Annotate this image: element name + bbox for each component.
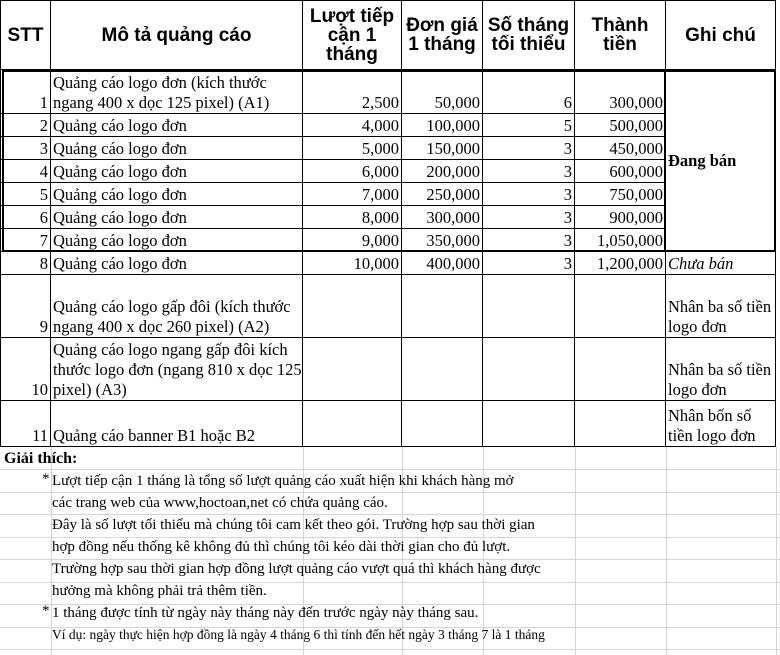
cell-text: 6,000: [361, 162, 399, 181]
row-reach: [303, 401, 402, 447]
cell-text: 3: [563, 185, 572, 204]
row-total: [575, 114, 666, 137]
row-description: [51, 275, 303, 338]
cell-text: Quảng cáo logo đơn (kích thước ngang 400 x dọc 125 pixel) (A1): [53, 73, 270, 112]
row-months: [483, 137, 575, 160]
cell-text: 6: [39, 208, 48, 227]
cell-text: 1,050,000: [597, 231, 663, 250]
row-months: [483, 275, 575, 338]
row-total: [575, 229, 666, 252]
cell-text: 4: [39, 162, 48, 181]
row-reach: [303, 206, 402, 229]
row-stt: [0, 183, 51, 206]
cell-text: Quảng cáo logo đơn: [53, 231, 187, 250]
cell-text: 8: [39, 254, 48, 273]
row-months: [483, 206, 575, 229]
cell-text: 9,000: [361, 231, 399, 250]
row-reach: [303, 229, 402, 252]
row-price: [402, 252, 483, 275]
row-reach: [303, 137, 402, 160]
row-stt: [0, 252, 51, 275]
header-desc: Mô tả quảng cáo: [51, 0, 303, 70]
row-price: [402, 114, 483, 137]
header-reach: Lượt tiếp cận 1 tháng: [303, 0, 402, 70]
cell-text: Quảng cáo logo gấp đôi (kích thước ngang 400 x dọc 260 pixel) (A2): [53, 297, 291, 336]
cell-text: 300,000: [609, 93, 663, 112]
row-description: [51, 229, 303, 252]
row-description: [51, 338, 303, 401]
row-months: [483, 160, 575, 183]
group-note-text: Đang bán: [668, 150, 737, 170]
cell-text: 3: [563, 231, 572, 250]
cell-text: 8,000: [361, 208, 399, 227]
row-note: [666, 401, 776, 447]
cell-text: 7,000: [361, 185, 399, 204]
sheet-gridline: [666, 447, 667, 655]
cell-text: 750,000: [609, 185, 663, 204]
cell-text: Quảng cáo banner B1 hoặc B2: [53, 426, 256, 445]
row-price: [402, 338, 483, 401]
row-months: [483, 401, 575, 447]
row-total: [575, 160, 666, 183]
cell-text: 350,000: [426, 231, 480, 250]
row-description: [51, 160, 303, 183]
row-price: [402, 275, 483, 338]
cell-text: Quảng cáo logo đơn: [53, 185, 187, 204]
row-note: [666, 275, 776, 338]
cell-text: Quảng cáo logo ngang gấp đôi kích thước logo đơn (ngang 810 x dọc 125 pixel) (A3): [53, 340, 302, 399]
group-note-cell: [666, 70, 776, 252]
row-total: [575, 137, 666, 160]
row-price: [402, 137, 483, 160]
row-months: [483, 229, 575, 252]
row-price: [402, 160, 483, 183]
cell-text: Nhân ba số tiền logo đơn: [668, 360, 772, 399]
row-total: [575, 252, 666, 275]
row-price: [402, 401, 483, 447]
explain-line: các trang web của www,hoctoan,net có chứa quảng cáo.: [52, 495, 388, 511]
cell-text: Quảng cáo logo đơn: [53, 208, 187, 227]
sheet-gridline: [776, 447, 777, 655]
row-stt: [0, 70, 51, 114]
cell-text: 4,000: [361, 116, 399, 135]
cell-text: 600,000: [609, 162, 663, 181]
cell-text: 1,200,000: [597, 254, 663, 273]
row-stt: [0, 137, 51, 160]
row-months: [483, 338, 575, 401]
bullet-star: *: [42, 603, 50, 619]
cell-text: 400,000: [426, 254, 480, 273]
cell-text: Quảng cáo logo đơn: [53, 254, 187, 273]
cell-text: 3: [563, 208, 572, 227]
cell-text: 10: [31, 380, 48, 399]
row-total: [575, 183, 666, 206]
sheet-gridline: [575, 447, 576, 655]
row-note: [666, 338, 776, 401]
row-price: [402, 70, 483, 114]
row-total: [575, 275, 666, 338]
row-stt: [0, 114, 51, 137]
row-total: [575, 70, 666, 114]
cell-text: 3: [39, 139, 48, 158]
cell-text: 50,000: [434, 93, 480, 112]
cell-text: 300,000: [426, 208, 480, 227]
cell-text: 150,000: [426, 139, 480, 158]
cell-text: 200,000: [426, 162, 480, 181]
row-reach: [303, 70, 402, 114]
cell-text: 3: [563, 139, 572, 158]
bullet-star: *: [42, 471, 50, 487]
header-months: Số tháng tối thiểu: [483, 0, 575, 70]
cell-text: 2: [39, 116, 48, 135]
row-stt: [0, 206, 51, 229]
row-description: [51, 401, 303, 447]
header-stt: STT: [0, 0, 51, 70]
row-description: [51, 206, 303, 229]
row-description: [51, 137, 303, 160]
cell-text: 3: [563, 254, 572, 273]
explain-line: Trường hợp sau thời gian hợp đồng lượt quảng cáo vượt quá thì khách hàng được: [52, 561, 541, 577]
explain-line: hưởng mà không phải trả thêm tiền.: [52, 583, 267, 599]
row-reach: [303, 160, 402, 183]
cell-text: 10,000: [353, 254, 399, 273]
row-months: [483, 114, 575, 137]
row-stt: [0, 401, 51, 447]
row-reach: [303, 252, 402, 275]
sheet-gridline: [0, 649, 780, 650]
row-description: [51, 70, 303, 114]
explain-line: Lượt tiếp cận 1 tháng là tổng số lượt quảng cáo xuất hiện khi khách hàng mở: [52, 473, 514, 489]
header-price: Đơn giá 1 tháng: [402, 0, 483, 70]
cell-text: 9: [39, 317, 48, 336]
explain-line: hợp đồng nếu thống kê không đủ thì chúng tôi kéo dài thời gian cho đủ lượt.: [52, 539, 511, 555]
cell-text: 5: [563, 116, 572, 135]
cell-text: Quảng cáo logo đơn: [53, 139, 187, 158]
cell-text: 500,000: [609, 116, 663, 135]
row-price: [402, 183, 483, 206]
cell-text: 900,000: [609, 208, 663, 227]
cell-text: Quảng cáo logo đơn: [53, 162, 187, 181]
row-stt: [0, 338, 51, 401]
explain-title: Giải thích:: [4, 450, 78, 467]
row-price: [402, 229, 483, 252]
explain-line: Ví dụ: ngày thực hiện hợp đồng là ngày 4 tháng 6 thì tính đến hết ngày 3 tháng 7 là 1 tháng: [52, 627, 545, 642]
row-total: [575, 206, 666, 229]
cell-text: 450,000: [609, 139, 663, 158]
row-note: [666, 252, 776, 275]
cell-text: 5,000: [361, 139, 399, 158]
cell-text: 100,000: [426, 116, 480, 135]
selected-group-border: [664, 70, 666, 252]
row-months: [483, 70, 575, 114]
explain-line: 1 tháng được tính từ ngày này tháng này đến trước ngày này tháng sau.: [52, 605, 479, 621]
row-months: [483, 252, 575, 275]
cell-text: 1: [39, 93, 48, 112]
row-description: [51, 252, 303, 275]
cell-text: 7: [39, 231, 48, 250]
row-months: [483, 183, 575, 206]
row-stt: [0, 160, 51, 183]
row-price: [402, 206, 483, 229]
cell-text: 2,500: [361, 93, 399, 112]
cell-text: Quảng cáo logo đơn: [53, 116, 187, 135]
cell-text: Nhân ba số tiền logo đơn: [668, 297, 772, 336]
header-note: Ghi chú: [666, 0, 776, 70]
header-total: Thành tiền: [575, 0, 666, 70]
row-stt: [0, 229, 51, 252]
row-reach: [303, 183, 402, 206]
row-stt: [0, 275, 51, 338]
cell-text: 6: [563, 93, 572, 112]
cell-text: Chưa bán: [668, 254, 734, 273]
row-description: [51, 114, 303, 137]
explain-line: Đây là số lượt tối thiểu mà chúng tôi cam kết theo gói. Trường hợp sau thời gian: [52, 517, 535, 533]
cell-text: 5: [39, 185, 48, 204]
cell-text: Nhân bốn số tiền logo đơn: [668, 406, 756, 445]
row-reach: [303, 275, 402, 338]
row-total: [575, 338, 666, 401]
cell-text: 11: [32, 426, 48, 445]
row-description: [51, 183, 303, 206]
cell-text: 250,000: [426, 185, 480, 204]
cell-text: 3: [563, 162, 572, 181]
row-reach: [303, 338, 402, 401]
row-reach: [303, 114, 402, 137]
row-total: [575, 401, 666, 447]
